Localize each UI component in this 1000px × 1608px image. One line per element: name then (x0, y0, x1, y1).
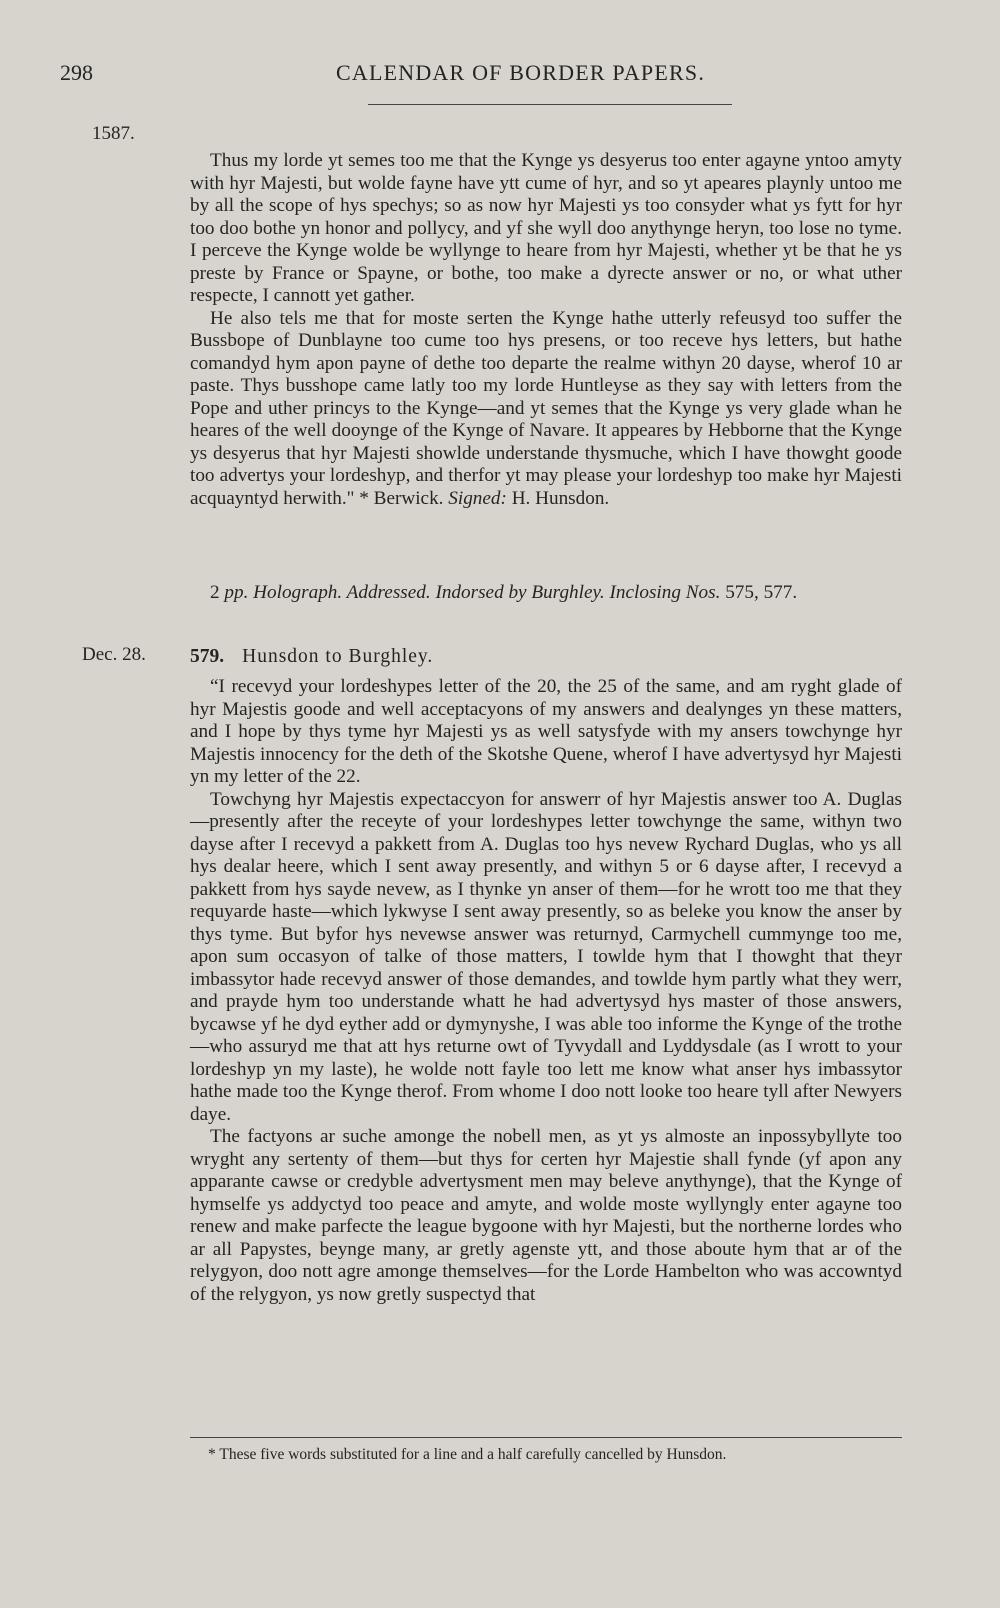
letter-continued (190, 150, 902, 510)
page-count: 2 (210, 582, 220, 603)
nos-values: 575, 577. (725, 582, 798, 603)
entry-number: 579. (190, 646, 225, 667)
footnote-rule (190, 1437, 902, 1438)
page-number: 298 (60, 60, 93, 85)
margin-year: 1587. (92, 123, 135, 144)
signed-name: H. Hunsdon. (511, 487, 610, 509)
letter-579 (190, 676, 902, 1306)
page-header (0, 60, 1000, 96)
meta-description: Holograph. Addressed. Indorsed by Burghley. Inclosing (253, 582, 681, 603)
pp-label: pp. (224, 582, 249, 603)
running-title: CALENDAR OF BORDER PAPERS. (336, 60, 706, 85)
nos-label: Nos. (685, 582, 721, 603)
paragraph: Towchyng hyr Majestis expectaccyon for answerr of hyr Majestis answer too A. Duglas—presently after the receyte of your lordeshypes letter towchynge the same, withyn two dayse after I recevyd a pakkett from A. Duglas too hys nevew Rychard Duglas, who ys all hys dealar heere, which I sent away presently, and withyn 5 or 6 dayse after, I recevyd a pakkett from hys sayde nevew, as I thynke yn anser of them—for he wrott too me that they requyarde haste—which lykwyse I sent away presently, so as beleke you know the anser by thys tyme. But byfor hys nevewse answer was returnyd, Carmychell cummynge too me, apon sum occasyon of talke of those matters, I towlde hym that I thowght that theyr imbassytor hade recevyd answer of those demandes, and towlde hym partly what they werr, and prayde hym too understande whatt he had advertysyd hys master of those answers, bycawse yf he dyd eyther add or dymynyshe, I was able too informe the Kynge of the trothe—who assuryd me that att hys returne owt of Tyvydall and Lyddysdale (as I wrott to your lordeshyp yn my laste), he wolde nott fayle too lett me know what anser hys imbassytor hathe made too the Kynge therof. From whome I doo nott looke too heare tyll after Newyers daye. (190, 788, 902, 1125)
footnote: * These five words substituted for a line and a half carefully cancelled by Hunsdon. (208, 1446, 727, 1463)
signed-label: Signed: (448, 487, 507, 509)
entry-heading (190, 645, 902, 669)
meta-line (190, 582, 902, 605)
paragraph-with-signature (190, 308, 902, 511)
paragraph: Thus my lorde yt semes too me that the Kynge ys desyerus too enter agayne yntoo amyty with hyr Majesti, but wolde fayne have ytt cume of hyr, and so yt apeares playnly untoo me by all the scope of hys spechys; so as now hyr Majesti ys too consyder what ys fytt for hyr too doo bothe yn honor and pollycy, and yf she wyll doo anythynge heryn, too lose no tyme. I perceve the Kynge wolde be wyllynge to heare from hyr Majesti, whether yt be that he ys preste by France or Spayne, or bothe, too make a dyrecte answer or no, or what uther respecte, I cannott yet gather. (190, 150, 902, 306)
header-rule (368, 104, 732, 105)
margin-date: Dec. 28. (82, 644, 146, 665)
paragraph-text: He also tels me that for moste serten the Kynge hathe utterly refeusyd too suffer the Bussbope of Dunblayne too cume too hys presens, or too receve hys letters, but hathe comandyd hym apon payne of dethe too departe the realme withyn 20 dayse, wherof 10 ar paste. Thys busshope came latly too my lorde Huntleyse as they say with letters from the Pope and uther princys to the Kynge—and yt semes that the Kynge ys very glade whan he heares of the well dooynge of the Kynge of Navare. It appeares by Hebborne that the Kynge ys desyerus that hyr Majesti showlde understande thysmuche, which I have thowght goode too advertys your lordeshyp, and therfor yt may please your lordeshyp too make hyr Majesti acquayntyd herwith." * Berwick. (190, 307, 902, 509)
paragraph: The factyons ar suche amonge the nobell men, as yt ys almoste an inpossybyllyte too wryght any sertenty of them—but thys for certen hyr Majestie shall fynde (yf apon any apparante cawse or credyble advertysment men may beleve anythynge), that the Kynge of hymselfe ys addyctyd too peace and amyte, and wolde moste wyllyngly enter agayne too renew and make parfecte the league bygoone with hyr Majesti, but the northerne lordes who ar all Papystes, beynge many, ar gretly agenste ytt, and those aboute hym that ar of the relygyon, doo nott agre amonge themselves—for the Lorde Hambelton who was accowntyd of the relygyon, ys now gretly suspectyd that (190, 1126, 902, 1305)
paragraph: “I recevyd your lordeshypes letter of the 20, the 25 of the same, and am ryght glade of hyr Majestis goode and well acceptacyons of my answers and dealynges yn these matters, and I hope by thys tyme hyr Majesti ys as well satysfyde with my ansers towchynge hyr Majestis innocency for the deth of the Skotshe Quene, wherof I have advertysyd hyr Majesti yn my letter of the 22. (190, 676, 902, 787)
document-meta (190, 582, 902, 605)
entry-title: Hunsdon to Burghley. (242, 646, 434, 667)
